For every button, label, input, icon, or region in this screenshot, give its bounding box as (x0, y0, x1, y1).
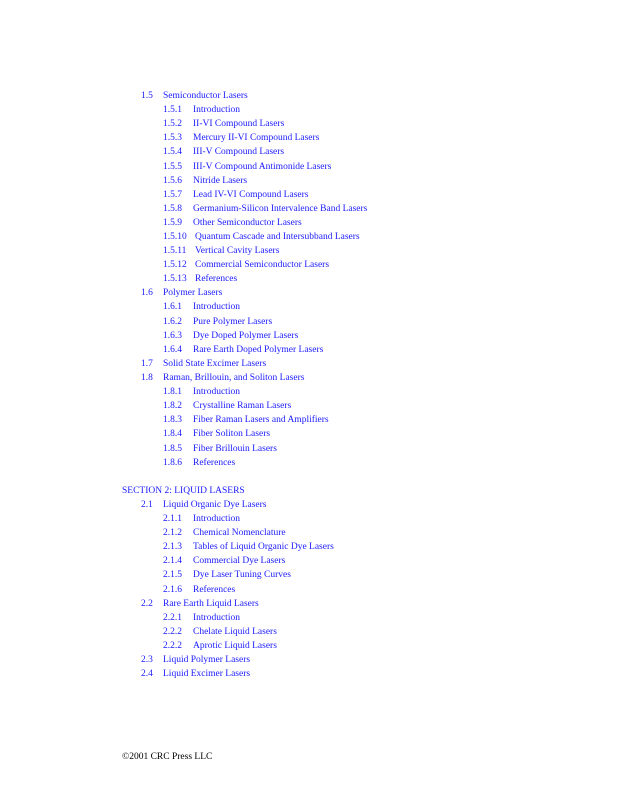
toc-entry[interactable] (163, 527, 286, 539)
toc-entry-title: Rare Earth Doped Polymer Lasers (193, 345, 324, 355)
toc-entry-number: 1.5.8 (163, 204, 182, 214)
toc-entry[interactable] (141, 499, 267, 511)
toc-entry-title: Raman, Brillouin, and Soliton Lasers (163, 373, 305, 383)
toc-entry[interactable] (163, 386, 240, 398)
toc-entry-title: Vertical Cavity Lasers (195, 246, 280, 256)
toc-entry-title: Germanium-Silicon Intervalence Band Lasers (193, 204, 368, 214)
toc-entry-number: 2.1.6 (163, 585, 182, 595)
toc-entry-title: Introduction (193, 387, 240, 397)
toc-entry[interactable] (163, 640, 277, 652)
toc-entry-number: 1.5.10 (163, 232, 187, 242)
toc-entry-number: 1.8.5 (163, 444, 182, 454)
toc-entry-number: 1.5.1 (163, 105, 182, 115)
toc-entry[interactable] (163, 457, 235, 469)
toc-entry-number: 1.8.3 (163, 415, 182, 425)
toc-entry[interactable] (163, 513, 240, 525)
toc-entry[interactable] (163, 626, 277, 638)
toc-entry[interactable] (163, 569, 291, 581)
toc-entry-number: 1.5.12 (163, 260, 187, 270)
toc-entry-number: 2.2.1 (163, 613, 182, 623)
toc-entry-number: 1.8.1 (163, 387, 182, 397)
toc-entry[interactable] (141, 358, 266, 370)
toc-entry-number: 1.6.3 (163, 331, 182, 341)
toc-entry[interactable] (163, 245, 279, 257)
toc-entry-number: 2.1.1 (163, 514, 182, 524)
toc-entry[interactable] (141, 598, 259, 610)
toc-entry[interactable] (163, 541, 334, 553)
toc-entry-title: Crystalline Raman Lasers (193, 401, 292, 411)
toc-entry-title: Chelate Liquid Lasers (193, 627, 277, 637)
toc-entry[interactable] (163, 612, 240, 624)
toc-entry[interactable] (163, 330, 298, 342)
toc-entry-title: Aprotic Liquid Lasers (193, 641, 277, 651)
toc-entry-number: 1.5.4 (163, 147, 182, 157)
toc-entry-title: Quantum Cascade and Intersubband Lasers (195, 232, 360, 242)
toc-entry[interactable] (163, 344, 323, 356)
toc-entry-title: Liquid Organic Dye Lasers (163, 500, 267, 510)
toc-entry-number: 2.1.2 (163, 528, 182, 538)
toc-entry-title: References (193, 458, 236, 468)
toc-entry-number: 1.5.13 (163, 274, 187, 284)
toc-entry-number: 2.1.4 (163, 556, 182, 566)
toc-entry-number: 1.5.2 (163, 119, 182, 129)
toc-entry-number: 2.3 (141, 655, 153, 665)
toc-entry-number: 1.6 (141, 288, 153, 298)
toc-entry-title: Introduction (193, 105, 240, 115)
toc-entry-number: 2.1.3 (163, 542, 182, 552)
toc-entry[interactable] (163, 414, 329, 426)
toc-entry-title: Solid State Excimer Lasers (163, 359, 267, 369)
toc-entry-title: Chemical Nomenclature (193, 528, 286, 538)
toc-entry-title: Fiber Raman Lasers and Amplifiers (193, 415, 329, 425)
toc-entry[interactable] (163, 259, 329, 271)
toc-entry-title: Dye Laser Tuning Curves (193, 570, 291, 580)
toc-entry-title: Semiconductor Lasers (163, 91, 248, 101)
toc-entry[interactable] (163, 231, 360, 243)
toc-entry-number: 1.8.6 (163, 458, 182, 468)
toc-entry-number: 2.2.2 (163, 641, 182, 651)
toc-entry-title: Introduction (193, 302, 240, 312)
toc-entry[interactable] (163, 316, 272, 328)
toc-entry-title: III-V Compound Antimonide Lasers (193, 162, 332, 172)
toc-entry-title: Introduction (193, 514, 240, 524)
toc-entry-number: 1.7 (141, 359, 153, 369)
toc-entry-title: Dye Doped Polymer Lasers (193, 331, 299, 341)
toc-entry[interactable] (163, 203, 367, 215)
toc-entry-title: Liquid Excimer Lasers (163, 669, 251, 679)
toc-entry-title: III-V Compound Lasers (193, 147, 285, 157)
toc-entry-title: Commercial Dye Lasers (193, 556, 286, 566)
toc-entry-number: 1.8 (141, 373, 153, 383)
toc-entry[interactable] (163, 189, 308, 201)
toc-entry-number: 2.4 (141, 669, 153, 679)
toc-entry[interactable] (163, 584, 235, 596)
toc-entry-title: Pure Polymer Lasers (193, 317, 273, 327)
toc-entry[interactable] (163, 443, 277, 455)
toc-entry[interactable] (163, 428, 270, 440)
toc-entry-number: 1.6.4 (163, 345, 182, 355)
toc-entry[interactable] (163, 104, 240, 116)
toc-entry-title: II-VI Compound Lasers (193, 119, 285, 129)
toc-entry[interactable] (163, 161, 331, 173)
toc-entry-title: Rare Earth Liquid Lasers (163, 599, 259, 609)
toc-entry[interactable] (163, 118, 284, 130)
toc-entry-title: Polymer Lasers (163, 288, 223, 298)
copyright-footer: ©2001 CRC Press LLC (122, 752, 213, 762)
toc-entry-title: References (193, 585, 236, 595)
toc-entry-title: References (195, 274, 238, 284)
section-heading[interactable] (122, 485, 245, 497)
toc-entry[interactable] (163, 217, 302, 229)
toc-entry-number: 1.6.1 (163, 302, 182, 312)
toc-entry-title: SECTION 2: LIQUID LASERS (122, 486, 245, 496)
toc-entry-number: 1.5.9 (163, 218, 182, 228)
toc-entry-number: 2.1 (141, 500, 153, 510)
toc-entry-number: 2.2.2 (163, 627, 182, 637)
toc-entry-title: Nitride Lasers (193, 176, 248, 186)
toc-entry-number: 1.5.6 (163, 176, 182, 186)
toc-entry-title: Lead IV-VI Compound Lasers (193, 190, 309, 200)
toc-entry[interactable] (163, 132, 319, 144)
toc-entry-title: Fiber Brillouin Lasers (193, 444, 277, 454)
toc-entry-number: 1.5.11 (163, 246, 187, 256)
toc-entry[interactable] (141, 287, 222, 299)
toc-entry[interactable] (163, 400, 291, 412)
toc-entry[interactable] (141, 668, 250, 680)
toc-entry[interactable] (163, 273, 237, 285)
toc-entry-number: 1.8.4 (163, 429, 182, 439)
toc-entry-number: 1.8.2 (163, 401, 182, 411)
toc-entry-number: 1.5.7 (163, 190, 182, 200)
toc-entry-title: Fiber Soliton Lasers (193, 429, 271, 439)
toc-entry[interactable] (163, 555, 285, 567)
toc-entry-title: Other Semiconductor Lasers (193, 218, 302, 228)
toc-entry[interactable] (141, 90, 248, 102)
toc-entry-number: 2.1.5 (163, 570, 182, 580)
toc-entry-number: 2.2 (141, 599, 153, 609)
toc-entry-title: Tables of Liquid Organic Dye Lasers (193, 542, 334, 552)
toc-entry[interactable] (141, 372, 304, 384)
toc-entry-title: Introduction (193, 613, 240, 623)
toc-entry[interactable] (163, 301, 240, 313)
toc-entry[interactable] (163, 146, 284, 158)
toc-entry-number: 1.5.3 (163, 133, 182, 143)
toc-entry-title: Commercial Semiconductor Lasers (195, 260, 330, 270)
toc-entry[interactable] (163, 175, 247, 187)
toc-entry-title: Liquid Polymer Lasers (163, 655, 251, 665)
toc-entry-number: 1.6.2 (163, 317, 182, 327)
toc-entry-number: 1.5.5 (163, 162, 182, 172)
toc-entry[interactable] (141, 654, 250, 666)
toc-entry-number: 1.5 (141, 91, 153, 101)
toc-entry-title: Mercury II-VI Compound Lasers (193, 133, 320, 143)
